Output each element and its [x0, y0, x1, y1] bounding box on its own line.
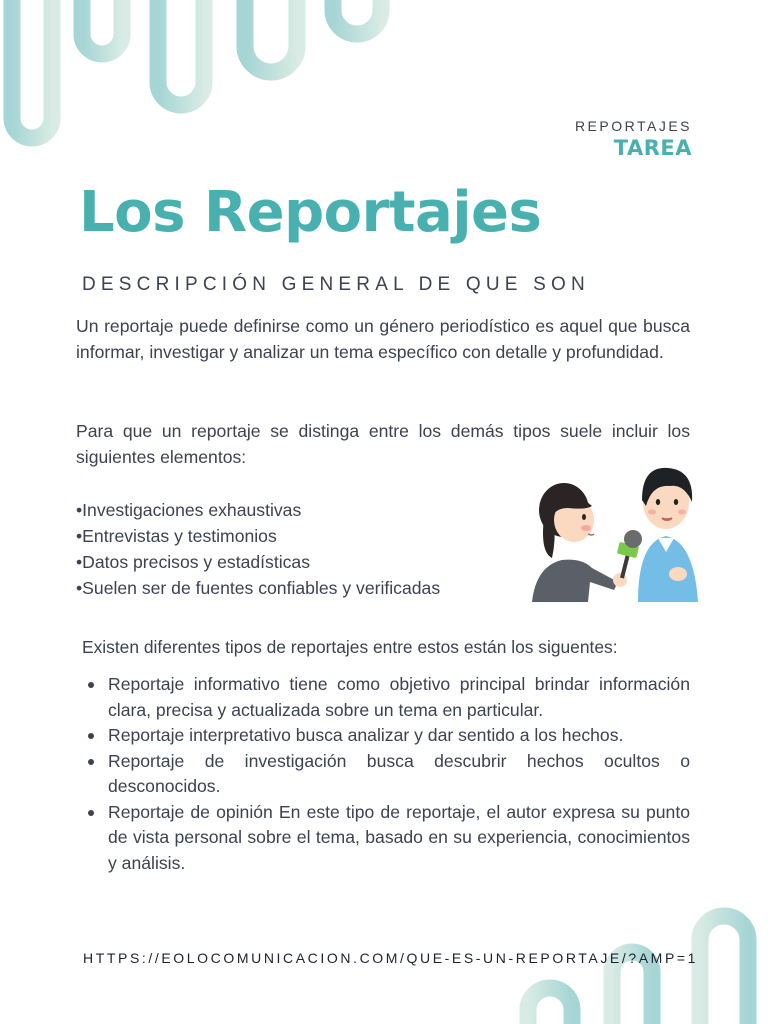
microphone-icon: [617, 530, 642, 578]
elements-intro-paragraph: Para que un reportaje se distinga entre los demás tipos suele incluir los siguientes elementos:: [76, 421, 690, 467]
list-item: Reportaje de opinión En este tipo de reportaje, el autor expresa su punto de vista personal sobre el tema, basado en su experiencia, conocimientos y análisis.: [82, 800, 690, 877]
list-item: • Entrevistas y testimonios: [76, 523, 440, 549]
source-url: HTTPS://EOLOCOMUNICACION.COM/QUE-ES-UN-REPORTAJE/?AMP=1: [83, 950, 699, 966]
elements-list: [76, 497, 440, 601]
list-item: Reportaje informativo tiene como objetivo principal brindar información clara, precisa y actualizada sobre un tema en particular.: [82, 672, 690, 723]
types-list: [82, 672, 690, 876]
header-tag: [575, 118, 692, 160]
list-item: • Datos precisos y estadísticas: [76, 549, 440, 575]
interviewee-figure: [638, 468, 698, 602]
page-title: Los Reportajes: [79, 180, 542, 245]
list-item: Reportaje interpretativo busca analizar y dar sentido a los hechos.: [82, 723, 690, 749]
list-item: Reportaje de investigación busca descubrir hechos ocultos o desconocidos.: [82, 749, 690, 800]
interview-illustration: [526, 462, 706, 602]
intro-paragraph: Un reportaje puede definirse como un género periodístico es aquel que busca informar, investigar y analizar un tema específico con detalle y profundidad.: [76, 316, 690, 362]
page-subtitle: DESCRIPCIÓN GENERAL DE QUE SON: [82, 274, 590, 295]
list-item: • Suelen ser de fuentes confiables y verificadas: [76, 575, 440, 601]
interviewer-figure: [532, 483, 627, 602]
list-item: • Investigaciones exhaustivas: [76, 497, 440, 523]
header-kicker: REPORTAJES: [574, 118, 692, 134]
types-intro: Existen diferentes tipos de reportajes entre estos están los siguentes:: [82, 637, 618, 657]
header-label: TAREA: [613, 136, 692, 160]
